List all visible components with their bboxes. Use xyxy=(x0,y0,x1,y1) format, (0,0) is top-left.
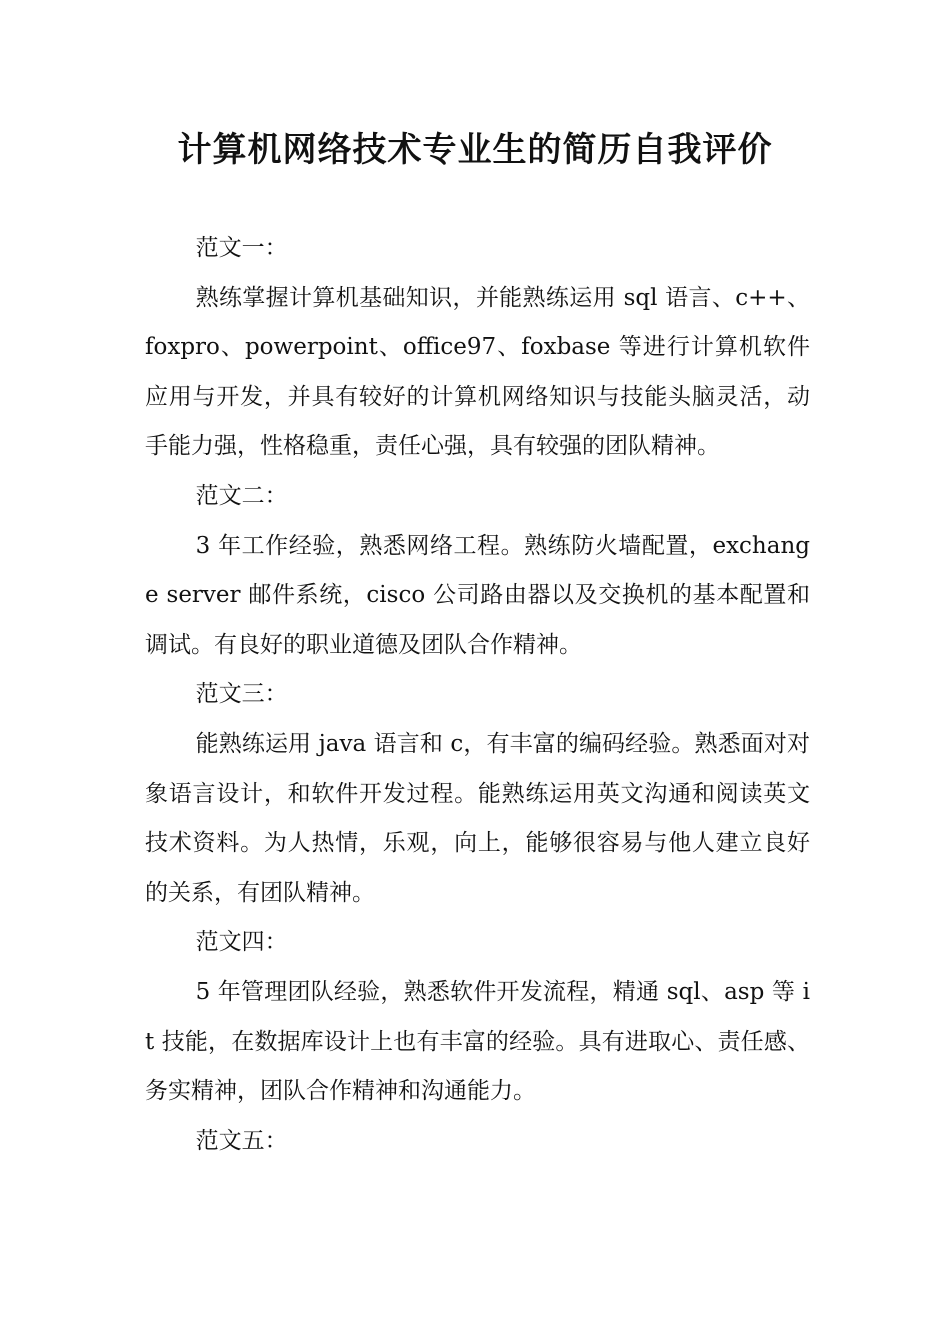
section-text-2: 3 年工作经验，熟悉网络工程。熟练防火墙配置，exchange server 邮件系统，cisco 公司路由器以及交换机的基本配置和调试。有良好的职业道德及团队合作精神。 xyxy=(145,532,810,658)
document-body xyxy=(145,224,810,1166)
section-heading-2: 范文二： xyxy=(195,482,288,509)
section-heading-5: 范文五： xyxy=(195,1127,288,1154)
section-heading-1: 范文一： xyxy=(195,235,288,261)
section-heading-3: 范文三： xyxy=(195,681,288,708)
page-title: 计算机网络技术专业生的简历自我评价 xyxy=(177,130,773,170)
section-text-1: 熟练掌握计算机基础知识，并能熟练运用 sql 语言、c++、foxpro、powerpoint、office97、foxbase 等进行计算机软件应用与开发，并具有较好的计算机网络知识与技能头脑灵活，动手能力强，性格稳重，责任心强，具有较强的团队精神。 xyxy=(145,284,810,460)
section-text-4: 5 年管理团队经验，熟悉软件开发流程，精通 sql、asp 等 it 技能，在数据库设计上也有丰富的经验。具有进取心、责任感、务实精神，团队合作精神和沟通能力。 xyxy=(145,978,810,1105)
section-heading-4: 范文四： xyxy=(195,929,288,956)
section-text-3: 能熟练运用 java 语言和 c，有丰富的编码经验。熟悉面对对象语言设计，和软件开发过程。能熟练运用英文沟通和阅读英文技术资料。为人热情，乐观，向上，能够很容易与他人建立良好的关系，有团队精神。 xyxy=(145,730,810,906)
